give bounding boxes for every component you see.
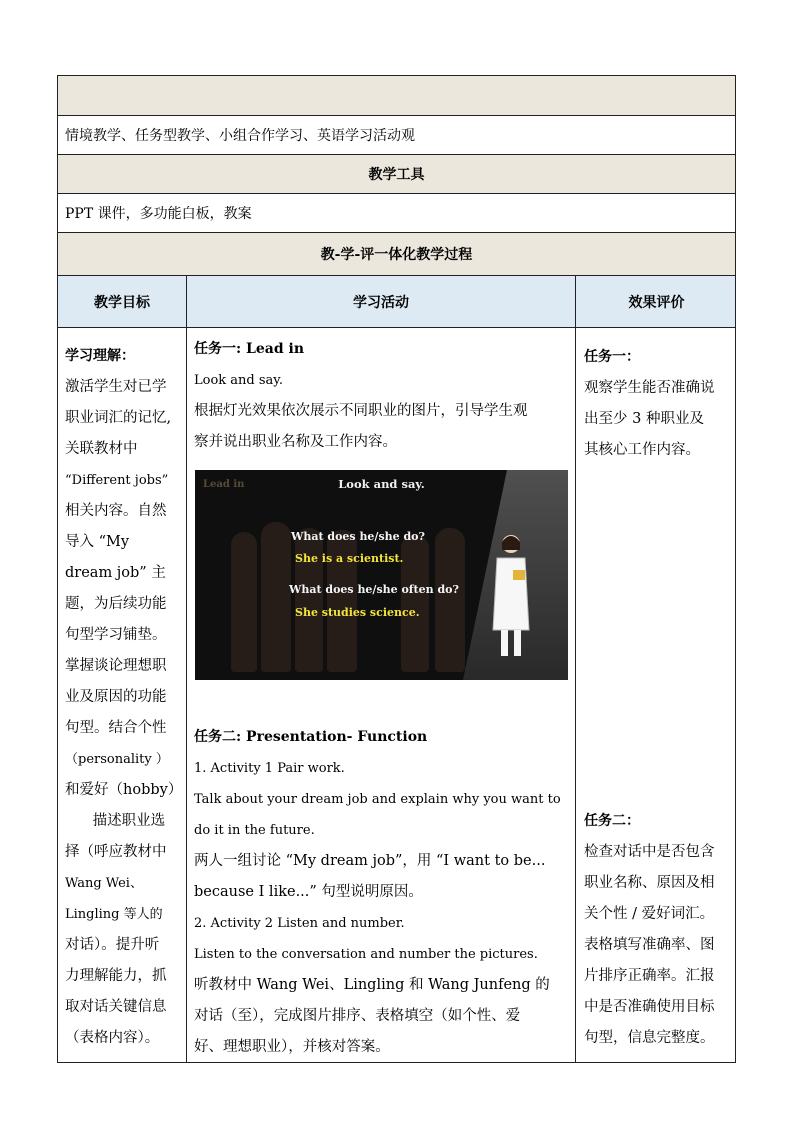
task2-line: 1. Activity 1 Pair work.	[194, 761, 345, 776]
task2-line: Listen to the conversation and number the pictures.	[194, 947, 538, 962]
content-row	[57, 327, 736, 1063]
eval-task1-title: 任务一：	[584, 349, 640, 365]
task2-line: do it in the future.	[194, 823, 315, 838]
task1-line: 根据灯光效果依次展示不同职业的图片，引导学生观	[194, 403, 528, 419]
lesson-plan-table	[57, 75, 736, 1063]
goal-line: 导入 “My	[65, 534, 130, 550]
goal-line: 力理解能力，抓	[65, 968, 167, 984]
goal-line: 题，为后续功能	[65, 596, 167, 612]
goal-line: dream job” 主	[65, 565, 166, 581]
task2-line: because I like...” 句型说明原因。	[194, 884, 423, 900]
eval-line: 职业名称、原因及相	[584, 875, 715, 891]
person-silhouette	[401, 534, 429, 672]
eval-line: 观察学生能否准确说	[584, 380, 715, 396]
goal-line: 业及原因的功能	[65, 689, 167, 705]
task2-line: Talk about your dream job and explain why you want to	[194, 792, 561, 807]
eval-line: 中是否准确使用目标	[584, 999, 715, 1015]
evaluation-header-cell	[575, 276, 737, 327]
process-title-row	[57, 232, 736, 275]
task2-line: 2. Activity 2 Listen and number.	[194, 916, 405, 931]
eval-line: 句型，信息完整度。	[584, 1030, 715, 1046]
goal-line: （表格内容）。	[65, 1030, 160, 1046]
goal-line: 句型学习铺垫。	[65, 627, 167, 643]
column-header-row	[57, 275, 736, 327]
goal-cell	[58, 328, 186, 1062]
methods-row	[57, 115, 736, 154]
slide-answer-2: She studies science.	[295, 606, 420, 619]
goal-header: 教学目标	[94, 294, 150, 311]
eval-line: 片排序正确率。汇报	[584, 968, 715, 984]
person-silhouette	[295, 528, 323, 672]
goal-line: Wang Wei、	[65, 876, 143, 891]
eval-task2-title: 任务二：	[584, 813, 640, 829]
goal-line: 描述职业选	[65, 813, 166, 829]
goal-line: 和爱好（hobby）	[65, 782, 183, 798]
goal-line: Lingling 等人的	[65, 907, 163, 922]
goal-line: 掌握谈论理想职	[65, 658, 167, 674]
tools-title-row	[57, 154, 736, 193]
slide-question-1: What does he/she do?	[291, 530, 425, 543]
evaluation-header: 效果评价	[628, 294, 685, 311]
process-title: 教-学-评一体化教学过程	[320, 247, 473, 263]
task2-line: 对话（至），完成图片排序、表格填空（如个性、爱	[194, 1008, 521, 1024]
eval-line: 检查对话中是否包含	[584, 844, 715, 860]
task1-line: Look and say.	[194, 373, 284, 388]
goal-line: 对话）。提升听	[65, 937, 160, 953]
person-silhouette	[435, 528, 465, 672]
goal-line: （personality ）	[65, 752, 169, 767]
goal-line: “Different jobs”	[65, 473, 169, 488]
top-shaded-row	[57, 75, 736, 115]
evaluation-cell	[575, 328, 737, 1062]
activity-header: 学习活动	[353, 294, 409, 311]
goal-line: 关联教材中	[65, 441, 138, 457]
lead-in-slide-image	[195, 470, 568, 680]
eval-line: 出至少 3 种职业及	[584, 411, 704, 427]
goal-line: 句型。结合个性	[65, 720, 167, 736]
goal-line: 职业词汇的记忆,	[65, 410, 172, 426]
goal-line: 择（呼应教材中	[65, 844, 167, 860]
tools-row	[57, 193, 736, 232]
eval-line: 其核心工作内容。	[584, 442, 700, 458]
scientist-figure-icon	[487, 530, 535, 660]
slide-answer-1: She is a scientist.	[295, 552, 404, 565]
task1-title: 任务一: Lead in	[194, 341, 305, 357]
task2-title: 任务二: Presentation- Function	[194, 729, 428, 745]
activity-header-cell	[186, 276, 575, 327]
task2-line: 听教材中 Wang Wei、Lingling 和 Wang Junfeng 的	[194, 977, 550, 993]
task2-block	[194, 722, 569, 1063]
person-silhouette	[231, 532, 257, 672]
slide-title: Look and say.	[338, 477, 425, 491]
goal-header-cell	[58, 276, 186, 327]
goal-line: 取对话关键信息	[65, 999, 167, 1015]
slide-question-2: What does he/she often do?	[289, 583, 459, 596]
goal-heading: 学习理解：	[65, 348, 135, 364]
person-silhouette	[261, 522, 291, 672]
task1-line: 察并说出职业名称及工作内容。	[194, 434, 397, 450]
goal-line: 相关内容。自然	[65, 503, 167, 519]
goal-text	[65, 372, 186, 1054]
tools-text: PPT 课件，多功能白板，教案	[65, 206, 252, 222]
tools-title: 教学工具	[368, 167, 425, 183]
task2-line: 好、理想职业），并核对答案。	[194, 1039, 390, 1055]
task2-line: 两人一组讨论 “My dream job”，用 “I want to be...	[194, 853, 546, 869]
eval-line: 关个性 / 爱好词汇。	[584, 906, 715, 922]
slide-tag: Lead in	[203, 479, 245, 490]
activity-cell	[186, 328, 575, 1062]
eval-task2-block	[584, 806, 715, 1054]
goal-line: 激活学生对已学	[65, 379, 167, 395]
methods-text: 情境教学、任务型教学、小组合作学习、英语学习活动观	[65, 128, 415, 144]
eval-line: 表格填写准确率、图	[584, 937, 715, 953]
